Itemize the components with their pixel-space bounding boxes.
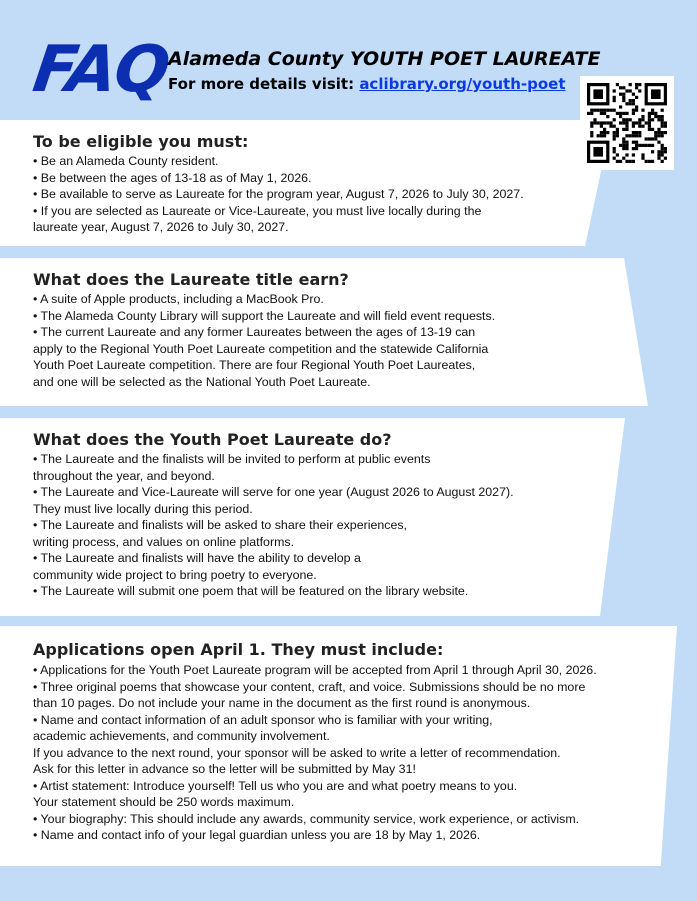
details-line (168, 75, 566, 93)
list-item: • Artist statement: Introduce yourself! Tell us who you are and what poetry means to you. (33, 778, 518, 793)
list-item: • A suite of Apple products, including a MacBook Pro. (33, 292, 324, 306)
eligibility-list (33, 153, 524, 236)
applications-list (33, 662, 597, 844)
list-item: • The Laureate and the finalists will be invited to perform at public events (33, 452, 431, 466)
list-item: • The Laureate and Vice-Laureate will serve for one year (August 2026 to August 2027). (33, 485, 514, 499)
qr-code-graphic (580, 76, 674, 170)
eligibility-heading: To be eligible you must: (33, 132, 249, 151)
laureate-duties-heading: What does the Youth Poet Laureate do? (33, 430, 392, 449)
list-item: • Be between the ages of 13-18 as of May 1, 2026. (33, 170, 312, 185)
list-item: laureate year, August 7, 2026 to July 30, 2027. (33, 220, 289, 234)
details-link[interactable]: aclibrary.org/youth-poet (359, 75, 566, 93)
qr-code (580, 76, 674, 170)
list-item: community wide project to bring poetry to everyone. (33, 567, 317, 582)
list-item: • The Laureate and finalists will be asked to share their experiences, (33, 518, 407, 532)
list-item: • Name and contact information of an adult sponsor who is familiar with your writing, (33, 712, 493, 727)
list-item: and one will be selected as the National Youth Poet Laureate. (33, 374, 371, 389)
list-item: than 10 pages. Do not include your name in the document as the first round is anonymous. (33, 696, 531, 710)
applications-heading: Applications open April 1. They must include: (33, 640, 444, 659)
page-title: Alameda County YOUTH POET LAUREATE (168, 48, 601, 70)
list-item: If you advance to the next round, your sponsor will be asked to write a letter of recommendation. (33, 745, 561, 760)
list-item: writing process, and values on online platforms. (33, 534, 295, 549)
list-item: apply to the Regional Youth Poet Laureate competition and the statewide California (33, 341, 489, 356)
title-earn-list (33, 291, 495, 390)
laureate-duties-list (33, 451, 514, 600)
list-item: • Three original poems that showcase your content, craft, and voice. Submissions should be no more (33, 679, 586, 694)
list-item: Your statement should be 250 words maximum. (33, 795, 295, 809)
list-item: • Be available to serve as Laureate for the program year, August 7, 2026 to July 30, 2027. (33, 187, 524, 201)
list-item: • The Alameda County Library will support the Laureate and will field event requests. (33, 308, 496, 323)
details-label: For more details visit: (168, 75, 360, 93)
list-item: academic achievements, and community involvement. (33, 729, 330, 743)
list-item: • Your biography: This should include any awards, community service, work experience, or activism. (33, 811, 580, 826)
list-item: They must live locally during this period. (33, 501, 253, 516)
list-item: • Name and contact info of your legal guardian unless you are 18 by May 1, 2026. (33, 828, 481, 842)
list-item: Youth Poet Laureate competition. There are four Regional Youth Poet Laureates, (33, 358, 476, 372)
list-item: • The Laureate and finalists will have the ability to develop a (33, 551, 361, 565)
list-item: • Applications for the Youth Poet Laureate program will be accepted from April 1 through April 30, 2026. (33, 663, 597, 677)
list-item: • Be an Alameda County resident. (33, 154, 219, 168)
list-item: throughout the year, and beyond. (33, 468, 215, 483)
list-item: • The Laureate will submit one poem that will be featured on the library website. (33, 584, 469, 598)
faq-logo: FAQ (28, 33, 173, 107)
list-item: Ask for this letter in advance so the letter will be submitted by May 31! (33, 762, 416, 776)
list-item: • If you are selected as Laureate or Vice-Laureate, you must live locally during the (33, 203, 482, 218)
list-item: • The current Laureate and any former Laureates between the ages of 13-19 can (33, 325, 476, 339)
title-earn-heading: What does the Laureate title earn? (33, 270, 349, 289)
